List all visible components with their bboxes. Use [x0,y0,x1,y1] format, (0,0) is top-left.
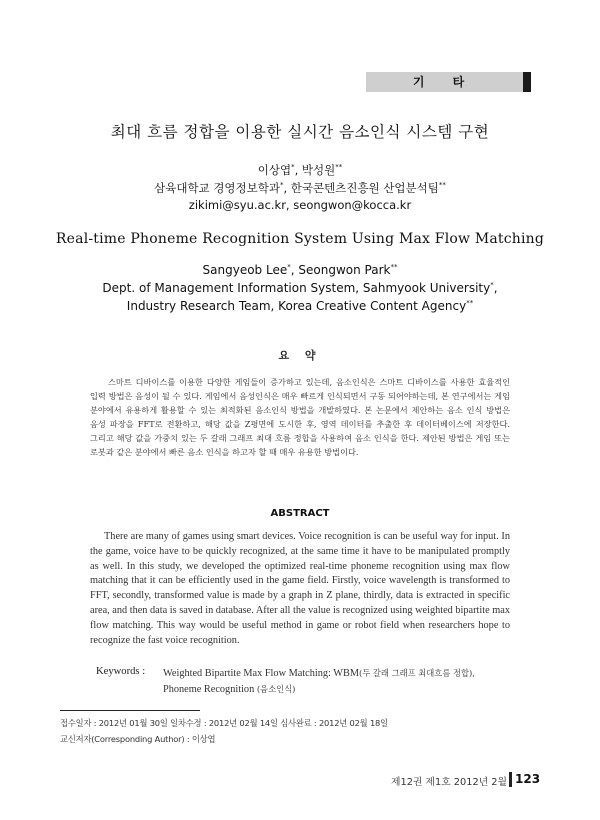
affiliation-2-mark: ** [438,181,446,190]
affiliation-1-ko: 삼육대학교 경영정보학과 [154,181,280,195]
author-emails: zikimi@syu.ac.kr, seongwon@kocca.kr [188,198,412,212]
author-1-mark: * [291,163,295,172]
keyword-1: Weighted Bipartite Max Flow Matching: WBM [163,668,360,679]
keywords-label: Keywords : [96,666,146,677]
abstract-en-heading: ABSTRACT [270,508,330,519]
affiliation-1-en-comma: , [493,281,498,295]
abstract-ko-heading: 요 약 [278,349,322,362]
author-2-en: Seongwon Park [298,263,391,277]
author-en-separator: , [290,263,299,277]
abstract-en-text: There are many of games using smart devices. Voice recognition is can be useful way for input. In the game, voice have to be quickly recognized, at the same time it have to be manipulated promptly as well. In this study, we developed the optimized real-time phoneme recognition using max flow matching that it can be efficiently used in the game field. Firstly, voice wavelength is transformed to FFT, secondly, transformed value is made by a graph in Z plane, thirdly, data is extracted in specific area, and then data is saved in database. After all the value is recognized using weighted bipartite max flow matching. This way would be useful method in game or robot field when researchers hope to recognize the fast voice recognition. [90,531,511,646]
author-2-mark: ** [335,163,343,172]
affiliation-2-ko: 한국콘텐츠진흥원 산업분석팀 [290,181,439,195]
affiliation-ko [0,180,600,196]
affiliation-2-en: Industry Research Team, Korea Creative Content Agency [126,299,467,313]
affiliation-2-en-mark: ** [466,299,474,307]
section-label: 기 타 [412,75,477,89]
authors-en [0,263,600,277]
keywords-text [163,666,518,697]
author-separator: , [294,163,302,177]
affiliation-en-line-2 [0,299,600,313]
footnote-corresponding: 교신저자(Corresponding Author) : 이상엽 [60,734,216,744]
author-1-en-mark: * [287,263,291,271]
affiliation-en-line-1 [0,281,600,295]
footnote-rule [60,710,200,711]
authors-ko [0,162,600,178]
affiliation-1-en: Dept. of Management Information System, Sahmyook University [102,281,491,295]
page-number: 123 [515,772,541,786]
keyword-2: Phoneme Recognition [163,683,255,695]
author-1-en: Sangyeob Lee [202,263,288,277]
keyword-1-ko: (두 갈래 그래프 최대흐름 정합), [359,668,475,678]
affiliation-separator: , [283,181,291,195]
author-1-ko: 이상엽 [257,163,292,177]
footer-separator-bar [509,772,512,787]
keyword-2-ko: (음소인식) [256,683,296,694]
affiliation-1-mark: * [279,181,284,190]
paper-title-ko: 최대 흐름 정합을 이용한 실시간 음소인식 시스템 구현 [110,123,490,141]
author-2-en-mark: ** [390,263,398,271]
abstract-ko-text: 스마트 디바이스를 이용한 다양한 게임들이 증가하고 있는데, 음소인식은 스마트 디바이스를 사용한 효율적인 입력 방법은 음성이 될 수 있다. 게임에서 음성인식은 매우 빠르게 인식되면서 구동 되어야하는데, 본 연구에서는 게임 분야에서 유용하게 활용할 수 있는 최적화된 음소인식 방법을 개발하였다. 본 논문에서 제안하는 음소 인식 방법은 음성 파장을 FFT로 전환하고, 해당 값을 Z평면에 도시한 후, 영역 데이터를 추출한 후 데이터베이스에 저장한다. 그리고 해당 값을 가중치 있는 두 갈래 그래프 최대 흐름 정합을 사용하여 음소 인식을 한다. 제안된 방법은 게임 또는 로봇과 같은 분야에서 빠른 음소 인식을 하고자 할 때 매우 유용한 방법이다. [90,377,510,457]
footnote-dates: 접수일자 : 2012년 01월 30일 일차수정 : 2012년 02월 14일 심사완료 : 2012년 02월 18일 [60,718,388,728]
author-2-ko: 박성원 [301,163,336,177]
affiliation-1-en-mark: * [490,281,494,289]
journal-info: 제12권 제1호 2012년 2월 [391,777,507,788]
paper-title-en: Real-time Phoneme Recognition System Using Max Flow Matching [55,231,545,247]
section-bar-edge [523,72,531,92]
